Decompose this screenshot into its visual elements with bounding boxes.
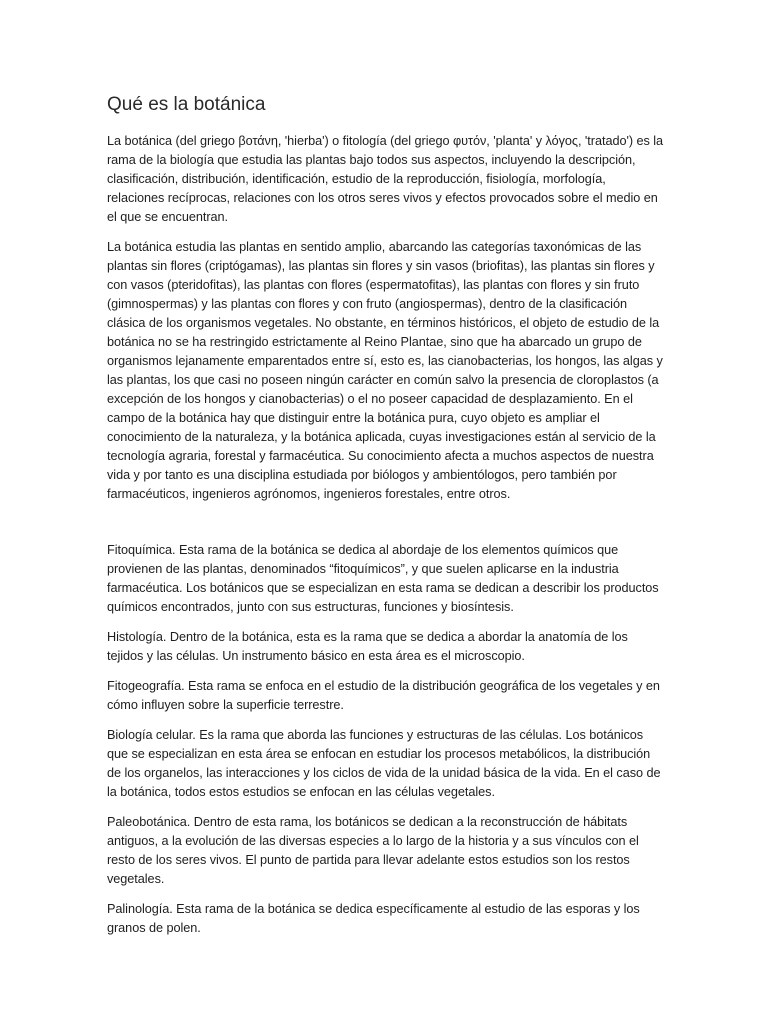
intro-paragraph-scope: La botánica estudia las plantas en sentido amplio, abarcando las categorías taxonómicas de las plantas sin flores (criptógamas), las plantas sin flores y sin vasos (briofitas), las plantas sin flores y con vasos (pteridofitas), las plantas con flores (espermatofitas), las plantas con flores y sin fruto (gimnospermas) y las plantas con flores y con fruto (angiospermas), dentro de la clasificación clásica de los organismos vegetales. No obstante, en términos históricos, el objeto de estudio de la botánica no se ha restringido estrictamente al Reino Plantae, sino que ha abarcado un grupo de organismos lejanamente emparentados entre sí, esto es, las cianobacterias, los hongos, las algas y las plantas, los que casi no poseen ningún carácter en común salvo la presencia de cloroplastos (a excepción de los hongos y cianobacterias) o el no poseer capacidad de desplazamiento. En el campo de la botánica hay que distinguir entre la botánica pura, cuyo objeto es ampliar el conocimiento de la naturaleza, y la botánica aplicada, cuyas investigaciones están al servicio de la tecnología agraria, forestal y farmacéutica. Su conocimiento afecta a muchos aspectos de nuestra vida y por tanto es una disciplina estudiada por biólogos y ambientólogos, pero también por farmacéuticos, ingenieros agrónomos, ingenieros forestales, entre otros. [107,240,663,501]
branch-paragraph-biologia-celular: Biología celular. Es la rama que aborda las funciones y estructuras de las células. Los botánicos que se especializan en esta área se enfocan en estudiar los procesos metabólicos, la distribución de los organelos, las interacciones y los ciclos de vida de la unidad básica de la vida. En el caso de la botánica, todos estos estudios se enfocan en las células vegetales. [107,728,661,799]
intro-paragraph-definition: La botánica (del griego βοτάνη, 'hierba') o fitología (del griego φυτόν, 'planta' y λόγος, 'tratado') es la rama de la biología que estudia las plantas bajo todos sus aspectos, incluyendo la descripción, clasificación, distribución, identificación, estudio de la reproducción, fisiología, morfología, relaciones recíprocas, relaciones con los otros seres vivos y efectos provocados sobre el medio en el que se encuentran. [107,134,664,224]
section-spacer [107,515,664,541]
branch-paragraph-histologia: Histología. Dentro de la botánica, esta es la rama que se dedica a abordar la anatomía de los tejidos y las células. Un instrumento básico en esta área es el microscopio. [107,630,628,663]
branch-paragraph-paleobotanica: Paleobotánica. Dentro de esta rama, los botánicos se dedican a la reconstrucción de hábitats antiguos, a la evolución de las diversas especies a lo largo de la historia y a sus vínculos con el resto de los seres vivos. El punto de partida para llevar adelante estos estudios son los restos vegetales. [107,815,639,886]
branch-paragraph-fitogeografia: Fitogeografía. Esta rama se enfoca en el estudio de la distribución geográfica de los vegetales y en cómo influyen sobre la superficie terrestre. [107,679,660,712]
page-title: Qué es la botánica [107,94,266,115]
branch-paragraph-fitoquimica: Fitoquímica. Esta rama de la botánica se dedica al abordaje de los elementos químicos que provienen de las plantas, denominados “fitoquímicos”, y que suelen aplicarse en la industria farmacéutica. Los botánicos que se especializan en esta rama se dedican a describir los productos químicos encontrados, junto con sus estructuras, funciones y biosíntesis. [107,543,659,614]
branch-paragraph-palinologia: Palinología. Esta rama de la botánica se dedica específicamente al estudio de las esporas y los granos de polen. [107,902,640,935]
